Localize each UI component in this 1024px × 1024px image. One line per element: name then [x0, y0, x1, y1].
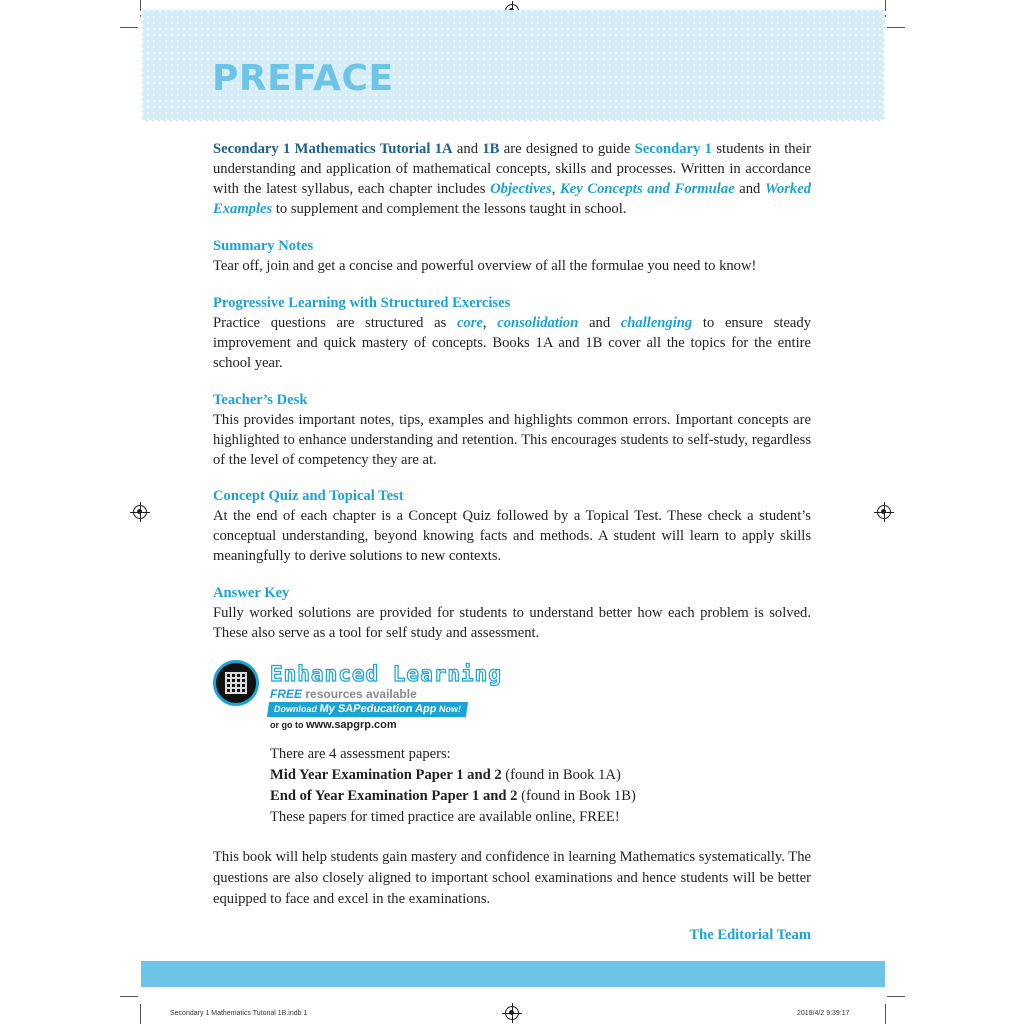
qr-code-icon — [213, 660, 259, 706]
crop-mark — [120, 996, 138, 997]
section-answer-key — [213, 583, 811, 643]
registration-mark-icon — [133, 505, 147, 519]
end-year-note: (found in Book 1B) — [517, 788, 636, 804]
section-heading: Summary Notes — [213, 238, 314, 254]
section-body: Practice questions are structured as — [213, 315, 457, 331]
intro-text: are designed to guide — [499, 141, 635, 157]
section-teachers-desk — [213, 390, 811, 470]
intro-text: students in their understanding and application of mathematical concepts, skills and processes. Written in accordance with the latest syllabus, each chapter includes — [213, 141, 811, 197]
section-heading: Answer Key — [213, 585, 290, 601]
mid-year-paper — [270, 765, 636, 786]
objectives-term: Objectives — [490, 181, 552, 197]
section-body: Fully worked solutions are provided for students to understand better how each problem is solved. These also serve as a tool for self study and assessment. — [213, 605, 811, 641]
download-suffix: Now! — [435, 704, 462, 714]
registration-mark-icon — [505, 1006, 519, 1020]
assessment-papers — [270, 744, 636, 828]
closing-text: This book will help students gain mastery and confidence in learning Mathematics systematically. The questions are also closely aligned to important school examinations and hence students will be better equipped to face and excel in the examinations. — [213, 849, 811, 907]
section-heading: Teacher’s Desk — [213, 392, 308, 408]
section-concept-quiz — [213, 486, 811, 566]
crop-mark — [120, 27, 138, 28]
key-concepts-term: Key Concepts and Formulae — [560, 181, 735, 197]
level-label: Secondary 1 — [634, 141, 712, 157]
goto-prefix: or go to — [270, 720, 306, 730]
section-heading: Concept Quiz and Topical Test — [213, 488, 404, 504]
section-body: At the end of each chapter is a Concept Quiz followed by a Topical Test. These check a student’s conceptual understanding, beyond knowing facts and methods. A student will learn to apply skills meaningfully to derive solutions to new contexts. — [213, 508, 811, 564]
section-progressive-learning — [213, 293, 811, 373]
slug-file: Secondary 1 Mathematics Tutorial 1B.indb 1 — [170, 1010, 308, 1017]
slug-timestamp: 2019/4/2 9:39:17 — [797, 1010, 850, 1017]
download-app-button[interactable] — [267, 702, 468, 717]
closing-paragraph — [213, 847, 811, 910]
section-summary-notes — [213, 236, 811, 276]
papers-intro: There are 4 assessment papers: — [270, 746, 451, 762]
registration-mark-icon — [877, 505, 891, 519]
intro-text: to supplement and complement the lessons taught in school. — [272, 201, 627, 217]
enhanced-learning-title: Enhanced Learning — [270, 662, 502, 686]
consolidation-term: consolidation — [497, 315, 579, 331]
section-heading: Progressive Learning with Structured Exercises — [213, 295, 511, 311]
mid-year-note: (found in Book 1A) — [501, 767, 621, 783]
section-body: Tear off, join and get a concise and powerful overview of all the formulae you need to know! — [213, 258, 757, 274]
challenging-term: challenging — [620, 315, 693, 331]
intro-text: and — [734, 181, 766, 197]
papers-online: These papers for timed practice are available online, FREE! — [270, 809, 620, 825]
footer-band — [141, 961, 885, 987]
section-body: This provides important notes, tips, examples and highlights common errors. Important concepts are highlighted to enhance understanding and retention. This encourages students to self-study, regardless of the level of competency they are at. — [213, 412, 811, 468]
intro-text: , — [551, 181, 561, 197]
crop-mark — [885, 1004, 886, 1024]
core-term: core — [456, 315, 483, 331]
download-prefix: Download — [273, 704, 321, 714]
free-resources-label — [270, 687, 417, 701]
section-body: to ensure steady improvement and quick mastery of concepts. Books 1A and 1B cover all the topics for the entire school year. — [213, 315, 812, 371]
url-text: www.sapgrp.com — [306, 719, 397, 731]
app-name: My SAPeducation App — [318, 703, 438, 715]
worked-examples-term: Worked Examples — [213, 181, 811, 217]
signoff: The Editorial Team — [689, 927, 811, 943]
mid-year-title: Mid Year Examination Paper 1 and 2 — [270, 767, 502, 783]
page-title: PREFACE — [212, 58, 394, 99]
section-body: , — [482, 315, 498, 331]
crop-mark — [887, 996, 905, 997]
end-year-title: End of Year Examination Paper 1 and 2 — [270, 788, 518, 804]
crop-mark — [140, 1004, 141, 1024]
intro-paragraph — [213, 139, 811, 219]
resources-label: resources available — [302, 687, 417, 701]
section-body: and — [578, 315, 621, 331]
end-of-year-paper — [270, 786, 636, 807]
book-1b: 1B — [482, 141, 500, 157]
intro-text: and — [452, 141, 483, 157]
website-link[interactable] — [270, 719, 397, 731]
book-title: Secondary 1 Mathematics Tutorial 1A — [213, 141, 453, 157]
crop-mark — [887, 27, 905, 28]
free-label: FREE — [270, 687, 303, 701]
